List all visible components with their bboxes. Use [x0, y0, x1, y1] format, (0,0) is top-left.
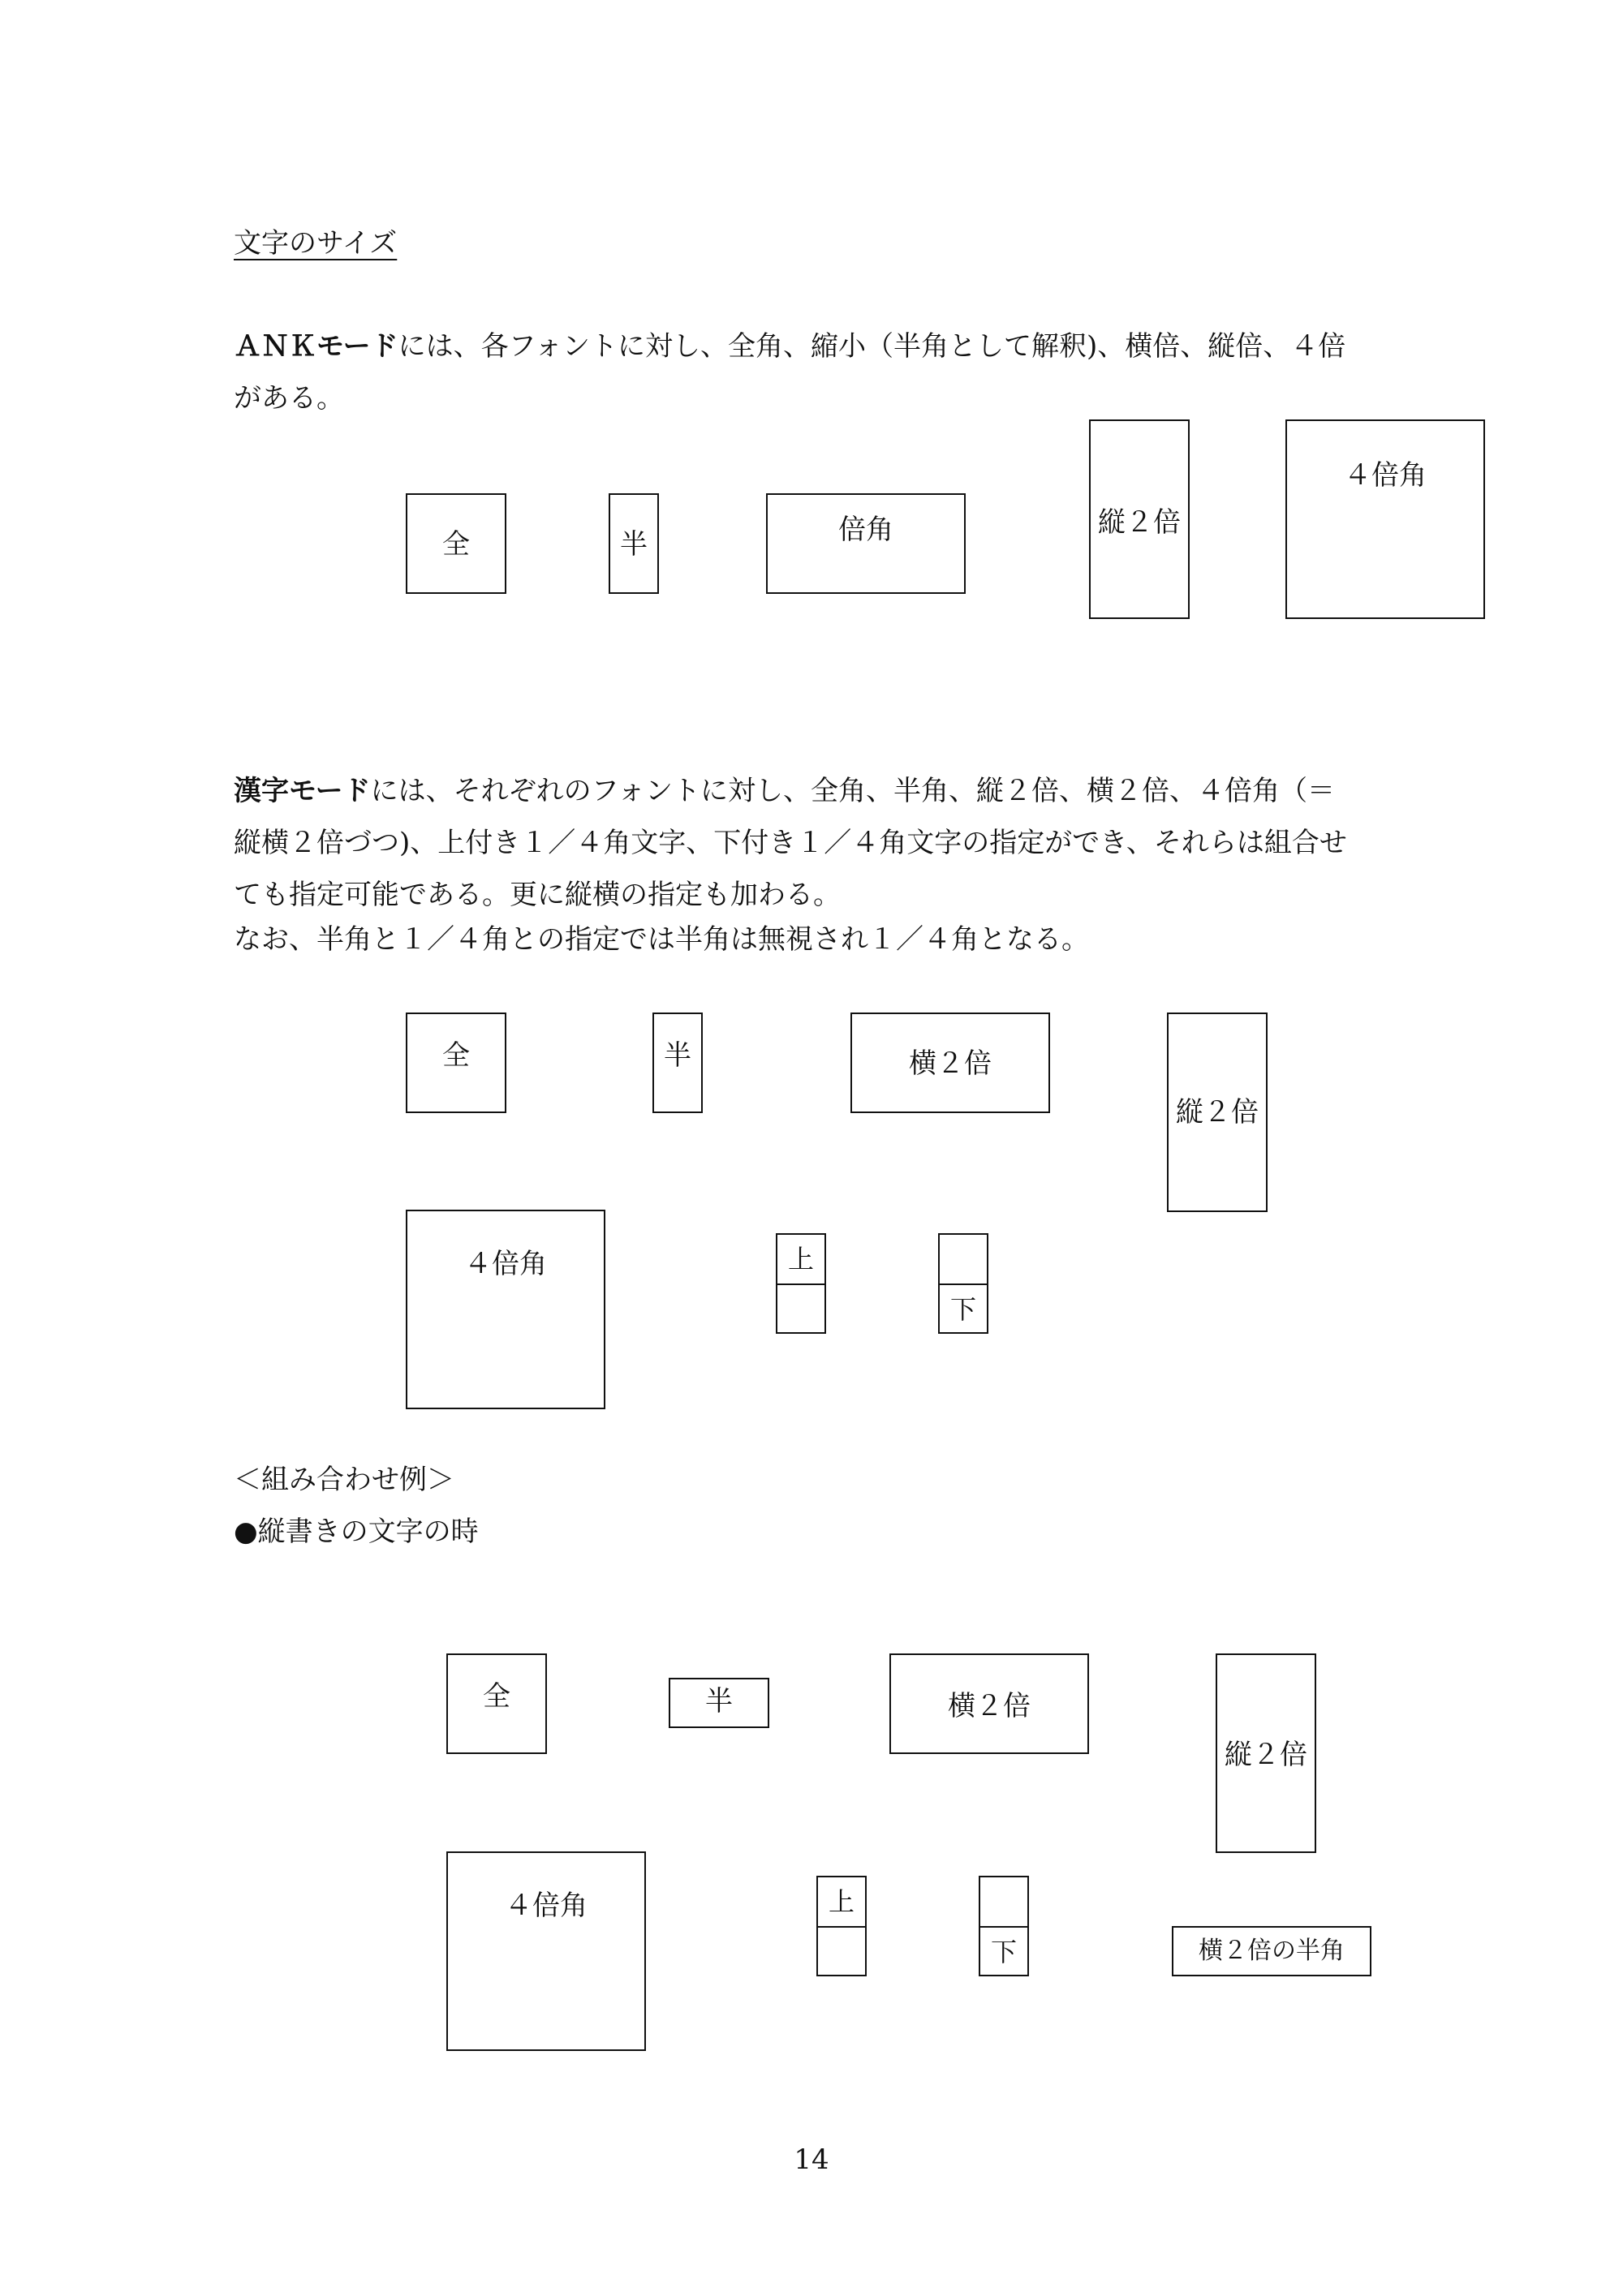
ank-mode-name: ＡＮＫモード [234, 330, 398, 363]
kanji-subscript-box [938, 1233, 988, 1334]
kanji-full-width-box [406, 1013, 506, 1113]
kanji-line1-text: には、それぞれのフォントに対し、全角、半角、縦２倍、横２倍、４倍角（＝ [370, 775, 1335, 807]
kanji-subscript-divider [940, 1283, 987, 1285]
kanji-wide-label: 横２倍 [909, 1047, 992, 1080]
ank-double-width-box [766, 493, 966, 594]
kanji-quad-label: ４倍角 [464, 1248, 547, 1280]
kanji-tall-box [1167, 1013, 1268, 1212]
kanji-quad-box [406, 1210, 605, 1409]
ank-paragraph-line2: がある。 [234, 382, 344, 415]
kanji-wide-box [850, 1013, 1050, 1113]
ank-tall-box [1089, 419, 1190, 619]
example-quad-label: ４倍角 [505, 1890, 588, 1922]
kanji-paragraph-line2: 縦横２倍づつ)、上付き１／４角文字、下付き１／４角文字の指定ができ、それらは組合せ [234, 827, 1347, 859]
example-wide-label: 横２倍 [948, 1690, 1031, 1722]
section-title: 文字のサイズ [234, 227, 398, 260]
kanji-tall-label: 縦２倍 [1176, 1096, 1259, 1129]
kanji-superscript-divider [777, 1283, 824, 1285]
kanji-paragraph-line1 [234, 765, 1335, 817]
kanji-half-width-box [652, 1013, 703, 1113]
example-wide-half-label: 横２倍の半角 [1199, 1937, 1345, 1965]
example-quad-box [446, 1851, 646, 2051]
example-subscript-box [979, 1876, 1029, 1976]
ank-half-label: 半 [620, 528, 648, 561]
kanji-upper-label: 上 [787, 1244, 814, 1275]
kanji-superscript-box [776, 1233, 826, 1334]
ank-quad-box [1285, 419, 1485, 619]
ank-double-label: 倍角 [838, 514, 893, 546]
example-subheading: ●縦書きの文字の時 [234, 1516, 479, 1548]
ank-half-width-box [609, 493, 659, 594]
example-full-label: 全 [483, 1680, 510, 1713]
kanji-lower-label: 下 [949, 1294, 976, 1325]
example-lower-label: 下 [990, 1937, 1017, 1967]
ank-paragraph-line1 [234, 320, 1345, 372]
kanji-half-label: 半 [664, 1039, 691, 1072]
ank-line1-text: には、各フォントに対し、全角、縮小（半角として解釈)、横倍、縦倍、４倍 [398, 330, 1346, 363]
kanji-full-label: 全 [442, 1039, 470, 1072]
example-superscript-box [816, 1876, 867, 1976]
ank-full-label: 全 [442, 528, 470, 561]
example-full-width-box [446, 1653, 547, 1754]
example-half-label: 半 [705, 1685, 733, 1718]
example-tall-box [1216, 1653, 1316, 1853]
example-half-box [669, 1678, 769, 1728]
example-upper-label: 上 [828, 1886, 855, 1917]
kanji-paragraph-line3: ても指定可能である。更に縦横の指定も加わる。 [234, 879, 841, 911]
example-subscript-divider [980, 1926, 1027, 1928]
ank-tall-label: 縦２倍 [1098, 506, 1181, 539]
ank-full-width-box [406, 493, 506, 594]
page-number: 14 [794, 2143, 829, 2176]
example-wide-box [889, 1653, 1089, 1754]
kanji-mode-name: 漢字モード [234, 775, 371, 807]
ank-quad-label: ４倍角 [1344, 459, 1427, 492]
example-wide-half-box [1172, 1926, 1371, 1976]
example-tall-label: 縦２倍 [1225, 1739, 1307, 1771]
example-superscript-divider [818, 1926, 865, 1928]
kanji-paragraph-line4: なお、半角と１／４角との指定では半角は無視され１／４角となる。 [234, 923, 1089, 956]
example-heading: ＜組み合わせ例＞ [234, 1464, 454, 1496]
